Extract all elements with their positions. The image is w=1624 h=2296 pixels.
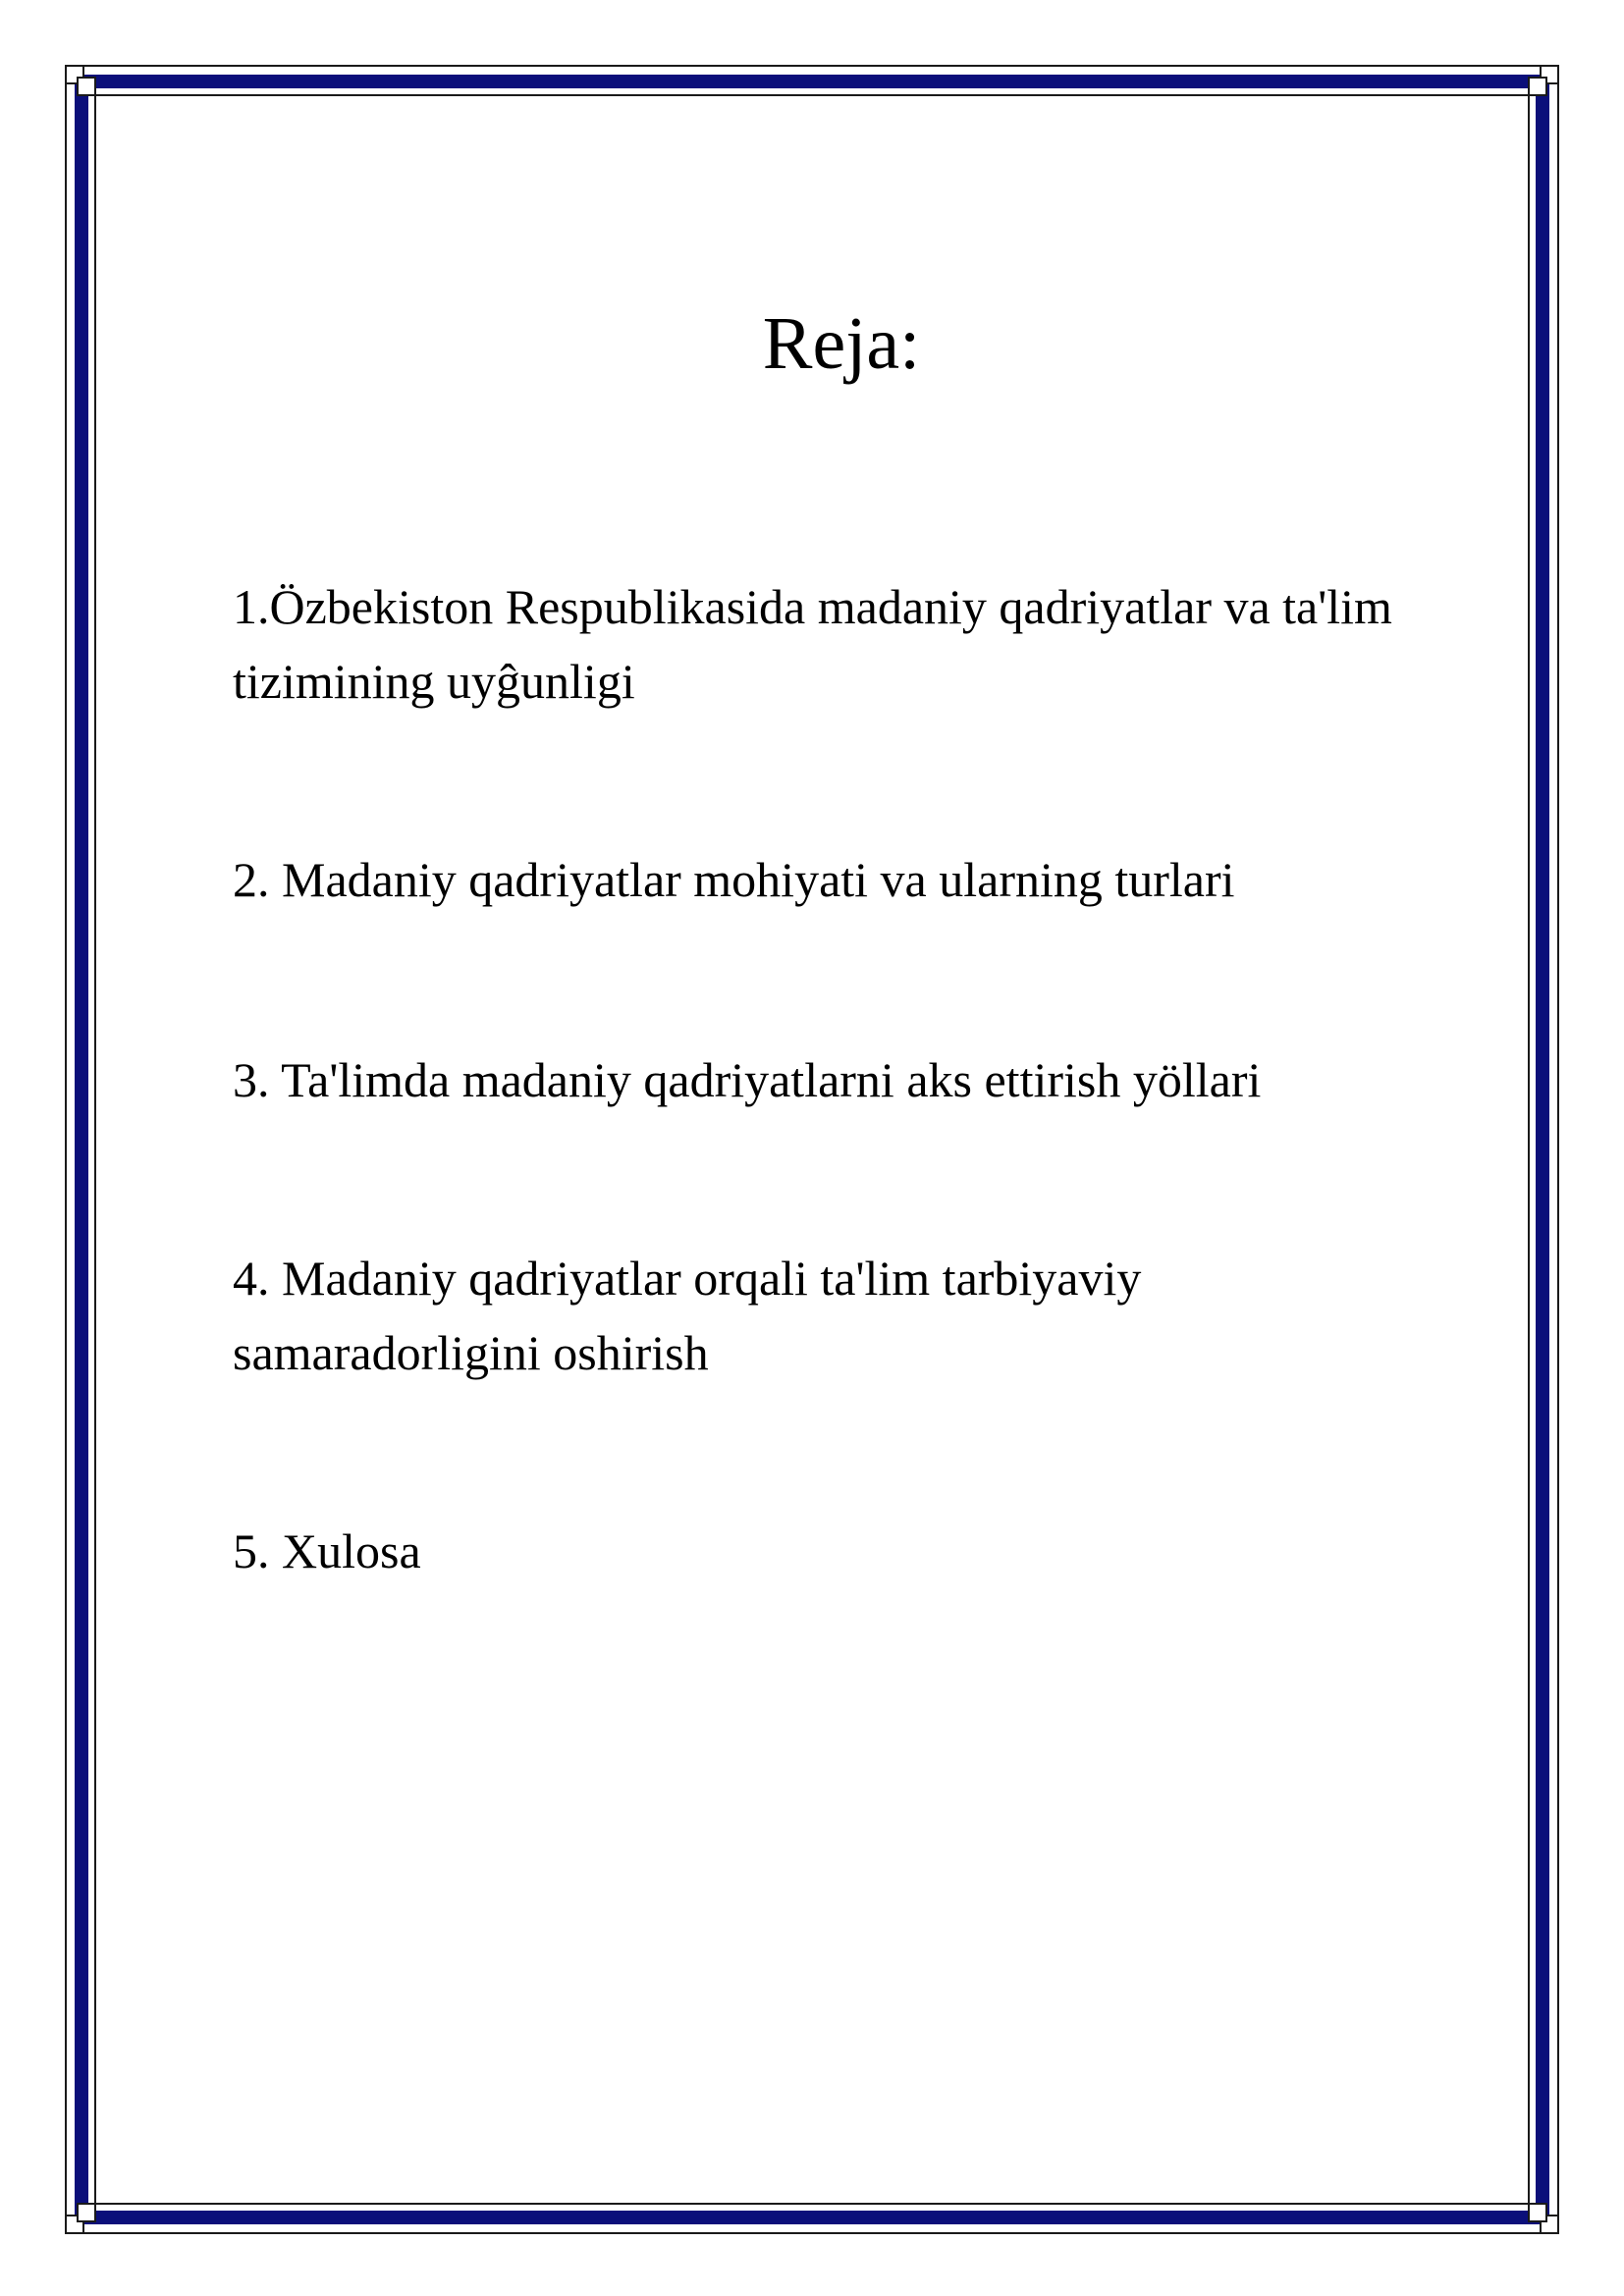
plan-item-2: 2. Madaniy qadriyatlar mohiyati va ularning turlari xyxy=(233,852,1235,907)
corner-ornament-top-left-icon xyxy=(65,65,98,98)
plan-item-4: 4. Madaniy qadriyatlar orqali ta'lim tarbiyaviy samaradorligini oshirish xyxy=(233,1251,1142,1380)
page-border-inner xyxy=(94,94,1530,2205)
corner-ornament-bottom-left-icon xyxy=(65,2201,98,2234)
page-title: Reja: xyxy=(762,302,921,385)
plan-item-3: 3. Ta'limda madaniy qadriyatlarni aks ettirish yöllari xyxy=(233,1052,1262,1107)
corner-ornament-bottom-right-icon xyxy=(1526,2201,1559,2234)
corner-ornament-top-right-icon xyxy=(1526,65,1559,98)
plan-item-5: 5. Xulosa xyxy=(233,1523,421,1578)
plan-item-1: 1.Özbekiston Respublikasida madaniy qadriyatlar va ta'lim tizimining uyĝunligi xyxy=(233,579,1392,709)
